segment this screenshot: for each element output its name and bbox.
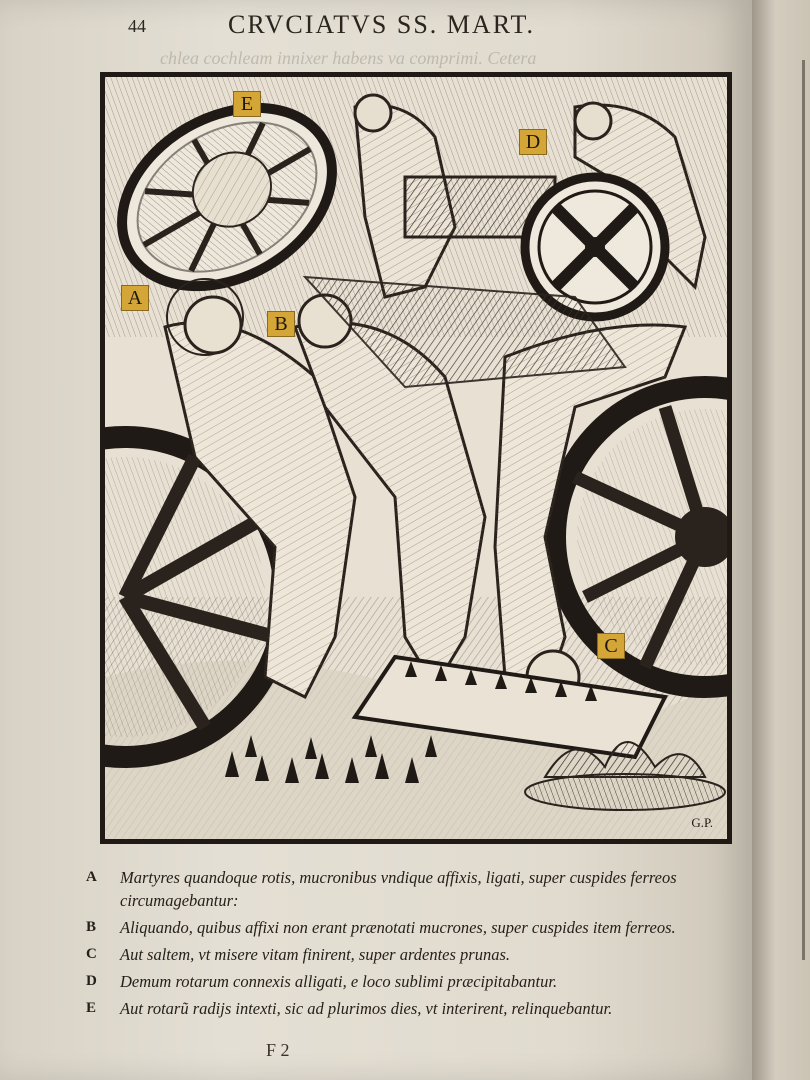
legend-row-a bbox=[86, 866, 736, 912]
legend-row-d bbox=[86, 970, 736, 993]
page-number: 44 bbox=[128, 16, 146, 36]
legend bbox=[86, 866, 736, 1024]
legend-key: C bbox=[86, 946, 97, 962]
legend-text: Aliquando, quibus affixi non erant prænotati mucrones, super cuspides item ferreos. bbox=[120, 918, 676, 937]
legend-row-e bbox=[86, 997, 736, 1020]
running-title: CRVCIATVS SS. MART. bbox=[228, 10, 535, 39]
label-a: A bbox=[121, 285, 149, 311]
woodcut-illustration bbox=[100, 72, 732, 844]
legend-text: Demum rotarum connexis alligati, e loco sublimi præcipitabantur. bbox=[120, 972, 558, 991]
legend-text: Aut saltem, vt misere vitam finirent, super ardentes prunas. bbox=[120, 945, 510, 964]
page-edge-line bbox=[802, 60, 805, 960]
legend-key: D bbox=[86, 973, 97, 989]
legend-row-b bbox=[86, 916, 736, 939]
label-b: B bbox=[267, 311, 295, 337]
facing-page-edge bbox=[752, 0, 810, 1080]
bleed-through-text: chlea cochleam innixer habens va comprimi. Cetera bbox=[160, 48, 537, 68]
label-d: D bbox=[519, 129, 547, 155]
label-c: C bbox=[597, 633, 625, 659]
label-e: E bbox=[233, 91, 261, 117]
signature-mark: F 2 bbox=[266, 1040, 290, 1060]
legend-text: Martyres quandoque rotis, mucronibus vndique affixis, ligati, super cuspides ferreos circumagebantur: bbox=[120, 868, 677, 910]
legend-key: E bbox=[86, 1000, 97, 1016]
legend-key: A bbox=[86, 869, 97, 885]
woodcut-drawing bbox=[105, 77, 727, 839]
legend-row-c bbox=[86, 943, 736, 966]
legend-text: Aut rotarũ radijs intexti, sic ad plurimos dies, vt interirent, relinquebantur. bbox=[120, 999, 613, 1018]
page-header bbox=[118, 8, 638, 42]
legend-key: B bbox=[86, 919, 97, 935]
engraver-signature: G.P. bbox=[691, 815, 713, 830]
